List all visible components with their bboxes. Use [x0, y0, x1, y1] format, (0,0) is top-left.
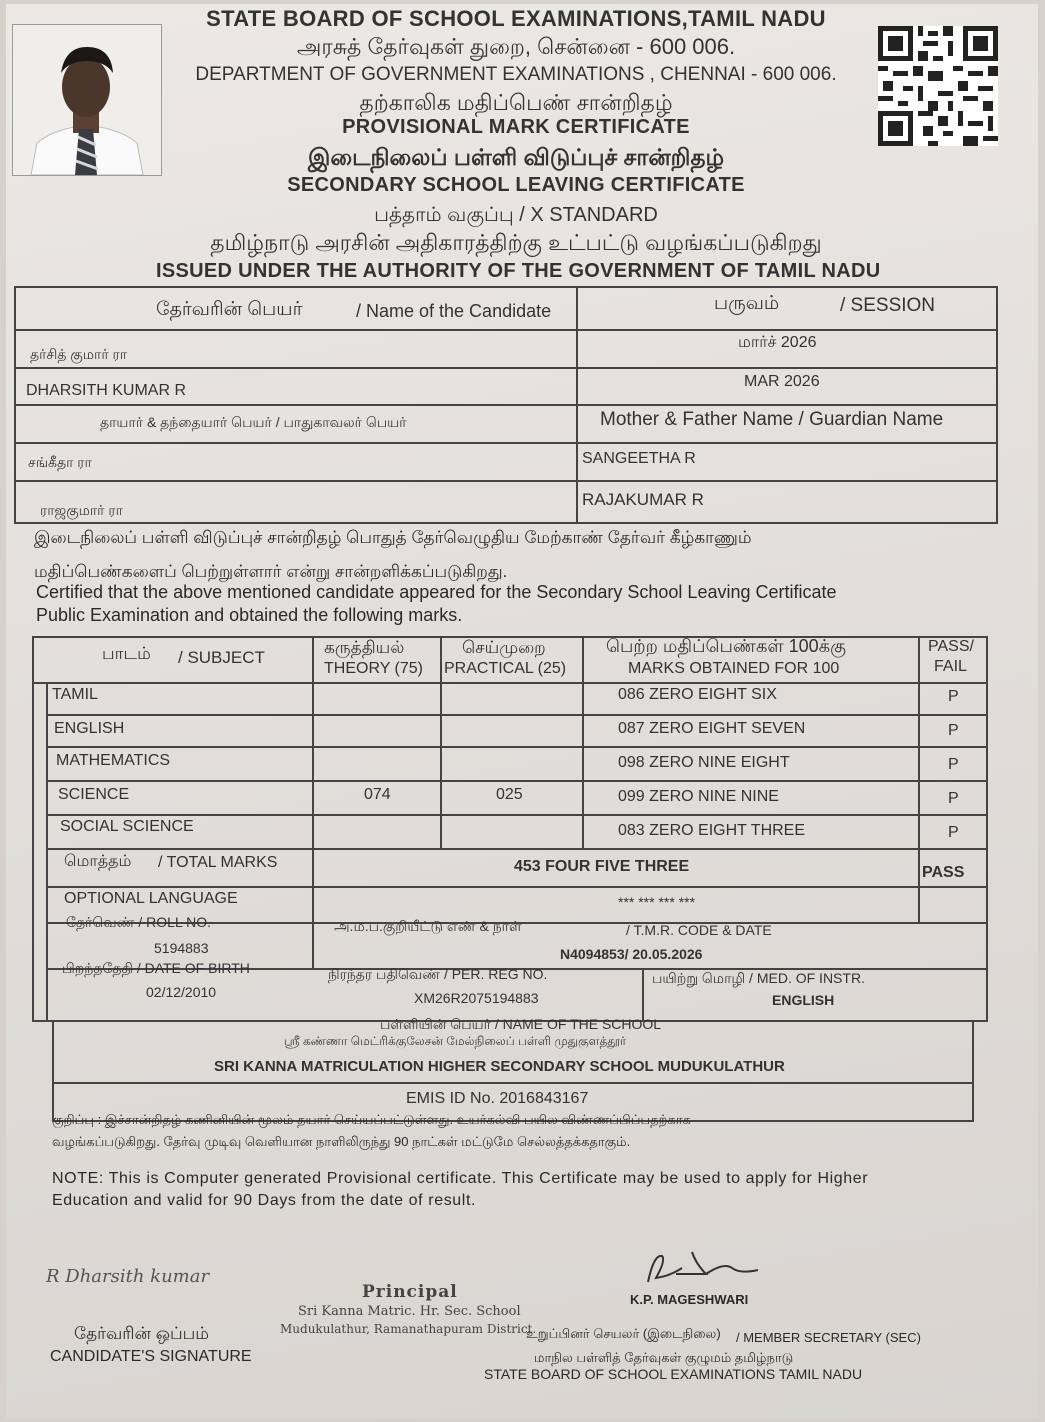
table-row-result: P	[948, 756, 959, 773]
principal-title: Principal	[362, 1282, 458, 1302]
table-row-result: P	[948, 688, 959, 705]
secretary-role-ta: உறுப்பினர் செயலர் (இடைநிலை)	[526, 1326, 721, 1341]
parents-label-ta: தாயார் & தந்தையார் பெயர் / பாதுகாவலர் பெயர்	[100, 414, 407, 430]
secretary-signature	[636, 1244, 766, 1294]
total-value: 453 FOUR FIVE THREE	[514, 858, 690, 875]
practical-header-en: PRACTICAL (25)	[444, 660, 567, 677]
dob-value: 02/12/2010	[146, 984, 217, 1000]
subject-header-en: / SUBJECT	[178, 648, 265, 667]
reg-value: XM26R2075194883	[414, 990, 539, 1006]
dob-label: பிறந்ததேதி / DATE OF BIRTH	[62, 960, 250, 976]
secretary-board-ta: மாநில பள்ளித் தேர்வுகள் குழுமம் தமிழ்நாடு	[534, 1350, 794, 1365]
table-row-subject: TAMIL	[52, 686, 98, 703]
session-label-ta: பருவம்	[714, 293, 780, 314]
table-row-result: P	[948, 824, 959, 841]
note-en-line2: Education and valid for 90 Days from the date of result.	[52, 1192, 477, 1209]
father-name-ta: ராஜகுமார் ரா	[40, 502, 123, 518]
subject-header-ta: பாடம்	[102, 644, 151, 663]
candidate-photo	[12, 24, 162, 176]
table-row-subject: SCIENCE	[58, 786, 130, 803]
note-en-line1: NOTE: This is Computer generated Provisional certificate. This Certificate may be used to apply for Higher	[52, 1170, 869, 1187]
father-name-en: RAJAKUMAR R	[582, 490, 704, 509]
principal-school-2: Mudukulathur, Ramanathapuram District.	[280, 1322, 537, 1336]
table-row-subject: SOCIAL SCIENCE	[60, 818, 194, 835]
total-result: PASS	[922, 864, 965, 881]
session-ta: மார்ச் 2026	[738, 334, 817, 351]
roll-label: தேர்வெண் / ROLL NO.	[66, 914, 211, 930]
table-row-marks: 087 ZERO EIGHT SEVEN	[618, 720, 806, 737]
standard-label: பத்தாம் வகுப்பு / X STANDARD	[374, 204, 658, 226]
table-row-marks: 086 ZERO EIGHT SIX	[618, 686, 777, 703]
table-row-result: P	[948, 790, 959, 807]
table-row-practical: 025	[496, 786, 523, 803]
board-title-en: STATE BOARD OF SCHOOL EXAMINATIONS,TAMIL NADU	[206, 6, 826, 31]
candidate-signature-ta: தேர்வரின் ஒப்பம்	[74, 1324, 209, 1343]
provisional-title-en: PROVISIONAL MARK CERTIFICATE	[342, 116, 690, 138]
sslc-title-en: SECONDARY SCHOOL LEAVING CERTIFICATE	[287, 174, 745, 196]
secretary-name: K.P. MAGESHWARI	[630, 1292, 749, 1307]
certify-en-line2: Public Examination and obtained the following marks.	[36, 605, 463, 625]
reg-label: நிரந்தர பதிவெண் / PER. REG NO.	[328, 966, 548, 982]
tmr-label-en: / T.M.R. CODE & DATE	[626, 922, 772, 938]
secretary-board-en: STATE BOARD OF SCHOOL EXAMINATIONS TAMIL NADU	[484, 1366, 863, 1382]
provisional-title-ta: தற்காலிக மதிப்பெண் சான்றிதழ்	[359, 90, 673, 115]
principal-school-1: Sri Kanna Matric. Hr. Sec. School	[298, 1304, 521, 1319]
theory-header-ta: கருத்தியல்	[324, 638, 405, 657]
name-label-ta: தேர்வரின் பெயர்	[156, 299, 303, 320]
school-name-en: SRI KANNA MATRICULATION HIGHER SECONDARY SCHOOL MUDUKULATHUR	[214, 1058, 785, 1075]
sslc-title-ta: இடைநிலைப் பள்ளி விடுப்புச் சான்றிதழ்	[308, 144, 724, 170]
pass-header-2: FAIL	[934, 658, 967, 675]
secretary-role-en: / MEMBER SECRETARY (SEC)	[736, 1330, 921, 1345]
roll-value: 5194883	[154, 940, 209, 956]
certificate-sheet	[6, 4, 1038, 1418]
certify-ta-line2: மதிப்பெண்களைப் பெற்றுள்ளார் என்று சான்றளிக்கப்படுகிறது.	[34, 562, 508, 581]
school-name-ta: ஸ்ரீ கண்ணா மெட்ரிக்குலேசன் மேல்நிலைப் பள்ளி முதுகுளத்தூர்	[284, 1034, 627, 1048]
candidate-name-en: DHARSITH KUMAR R	[26, 382, 187, 399]
table-row-marks: 098 ZERO NINE EIGHT	[618, 754, 790, 771]
department-title: DEPARTMENT OF GOVERNMENT EXAMINATIONS , CHENNAI - 600 006.	[195, 64, 837, 85]
mother-name-en: SANGEETHA R	[582, 450, 696, 467]
session-label-en: / SESSION	[840, 295, 936, 316]
medium-value: ENGLISH	[772, 992, 835, 1008]
optional-language-value: *** *** *** ***	[618, 894, 696, 910]
school-label: பள்ளியின் பெயர் / NAME OF THE SCHOOL	[380, 1016, 662, 1032]
qr-code	[878, 26, 998, 146]
certify-ta-line1: இடைநிலைப் பள்ளி விடுப்புச் சான்றிதழ் பொதுத் தேர்வெழுதிய மேற்காண் தேர்வர் கீழ்காணும்	[34, 528, 752, 547]
marks-header-ta: பெற்ற மதிப்பெண்கள் 100க்கு	[606, 636, 847, 656]
marks-header-en: MARKS OBTAINED FOR 100	[628, 660, 840, 677]
board-title-ta: அரசுத் தேர்வுகள் துறை, சென்னை - 600 006.	[296, 34, 736, 59]
mother-name-ta: சங்கீதா ரா	[28, 454, 92, 470]
authority-en: ISSUED UNDER THE AUTHORITY OF THE GOVERNMENT OF TAMIL NADU	[156, 260, 881, 282]
tmr-value: N4094853/ 20.05.2026	[560, 946, 703, 962]
session-en: MAR 2026	[744, 373, 820, 390]
total-label-en: / TOTAL MARKS	[158, 854, 278, 871]
tmr-label-ta: அ.ம.ப.குறியீட்டு எண் & நாள்	[334, 918, 522, 934]
candidate-handwritten-signature: R Dharsith kumar	[46, 1266, 210, 1287]
table-row-marks: 083 ZERO EIGHT THREE	[618, 822, 806, 839]
medium-label: பயிற்று மொழி / MED. OF INSTR.	[652, 970, 865, 986]
table-row-theory: 074	[364, 786, 391, 803]
practical-header-ta: செய்முறை	[462, 638, 546, 657]
total-label-ta: மொத்தம்	[64, 853, 132, 870]
emis-id: EMIS ID No. 2016843167	[406, 1090, 589, 1107]
candidate-signature-en: CANDIDATE'S SIGNATURE	[50, 1348, 252, 1365]
note-ta-line2: வழங்கப்படுகிறது. தேர்வு முடிவு வெளியான நாளிலிருந்து 90 நாட்கள் மட்டுமே செல்லத்தக்கதாகும்.	[52, 1134, 631, 1149]
note-ta-line1: குறிப்பு : இச்சான்றிதழ் கணினியின் மூலம் தயார் செய்யப்பட்டுள்ளது. உயர்கல்வி பயில விண்ணப்பிப்பதற்காக	[52, 1112, 691, 1127]
optional-language-label: OPTIONAL LANGUAGE	[64, 890, 238, 907]
parents-label-en: Mother & Father Name / Guardian Name	[600, 409, 944, 430]
name-label-en: / Name of the Candidate	[356, 301, 552, 321]
table-row-subject: MATHEMATICS	[56, 752, 171, 769]
certify-en-line1: Certified that the above mentioned candidate appeared for the Secondary School Leaving Certificate	[36, 582, 837, 602]
table-row-result: P	[948, 722, 959, 739]
authority-ta: தமிழ்நாடு அரசின் அதிகாரத்திற்கு உட்பட்டு வழங்கப்படுகிறது	[210, 230, 822, 255]
table-row-subject: ENGLISH	[54, 720, 125, 737]
table-row-marks: 099 ZERO NINE NINE	[618, 788, 779, 805]
theory-header-en: THEORY (75)	[324, 660, 423, 677]
candidate-name-ta: தர்சித் குமார் ரா	[30, 346, 128, 362]
pass-header-1: PASS/	[928, 638, 974, 655]
